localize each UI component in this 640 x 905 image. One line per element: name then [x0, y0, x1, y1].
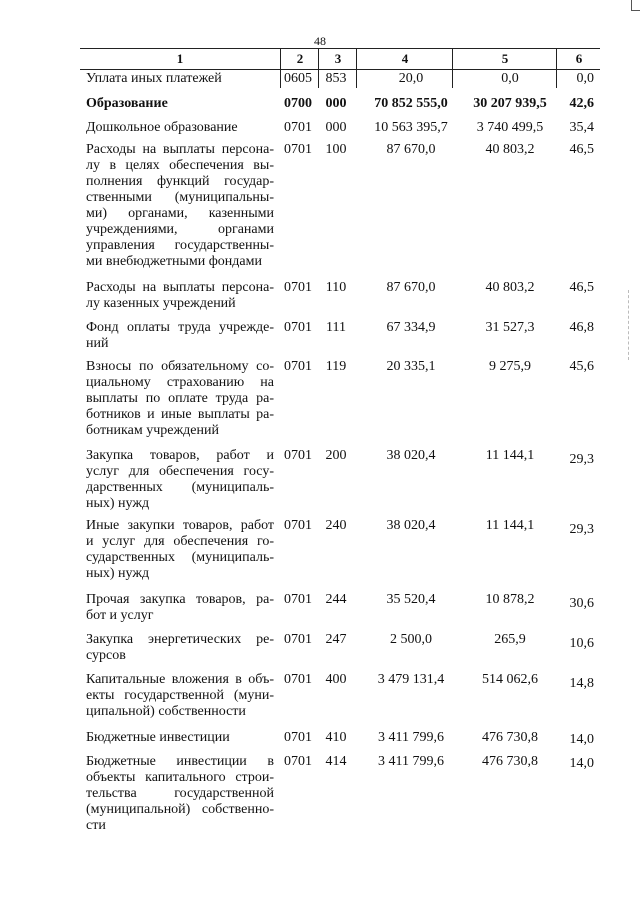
row-executed: 265,9	[494, 632, 526, 647]
row-section-code: 0701	[284, 672, 312, 687]
table-row	[80, 448, 600, 512]
header-col-5: 5	[452, 49, 557, 69]
row-planned: 87 670,0	[386, 280, 436, 295]
row-percent: 46,8	[569, 320, 594, 335]
row-name: Расходы на выплаты персона- лу в целях обеспечения вы- полнения функций государ- ственными (муниципальны- ми) органами, казенными учреждениями, органами управления государственны- ми внебюджетными фондами	[86, 142, 274, 269]
row-section-code: 0701	[284, 142, 312, 157]
row-type-code: 200	[325, 448, 347, 463]
row-percent: 45,6	[569, 359, 594, 374]
table-row	[80, 142, 600, 270]
row-name: Расходы на выплаты персона- лу казенных учреждений	[86, 280, 274, 311]
header-col-2: 2	[280, 49, 319, 69]
row-executed: 31 527,3	[485, 320, 535, 335]
row-type-code: 000	[325, 120, 347, 135]
row-section-code: 0701	[284, 632, 312, 647]
row-planned: 20 335,1	[386, 359, 436, 374]
row-executed: 11 144,1	[485, 448, 535, 463]
table-row	[80, 280, 600, 312]
row-executed: 9 275,9	[489, 359, 531, 374]
table-row	[80, 120, 600, 136]
row-section-code: 0701	[284, 359, 312, 374]
table-header	[80, 48, 600, 70]
row-section-code: 0700	[284, 96, 312, 111]
row-name: Закупка энергетических ре- сурсов	[86, 632, 274, 663]
row-executed: 476 730,8	[482, 754, 538, 769]
row-percent: 10,6	[569, 636, 594, 651]
row-section-code: 0701	[284, 592, 312, 607]
header-col-1: 1	[176, 51, 184, 66]
row-executed: 0,0	[501, 71, 519, 86]
row-name: Бюджетные инвестиции	[86, 730, 230, 745]
row-type-code: 853	[325, 71, 347, 86]
row-percent: 30,6	[569, 596, 594, 611]
row-section-code: 0701	[284, 280, 312, 295]
row-planned: 3 411 799,6	[378, 730, 444, 745]
table-row	[80, 96, 600, 112]
row-percent: 29,3	[569, 522, 594, 537]
row-executed: 476 730,8	[482, 730, 538, 745]
row-section-code: 0701	[284, 320, 312, 335]
row-type-code: 110	[325, 280, 347, 295]
row-section-code: 0701	[284, 518, 312, 533]
row-type-code: 244	[325, 592, 347, 607]
row-name: Уплата иных платежей	[86, 71, 222, 86]
row-executed: 30 207 939,5	[473, 96, 547, 111]
table-row	[80, 754, 600, 834]
row-percent: 0,0	[576, 71, 594, 86]
table-row	[80, 592, 600, 624]
row-percent: 14,0	[569, 756, 594, 771]
row-name: Закупка товаров, работ и услуг для обеспечения госу- дарственных (муниципаль- ных) нужд	[86, 448, 274, 511]
row-section-code: 0605	[284, 71, 312, 86]
scan-mark	[628, 290, 630, 360]
header-col-3: 3	[318, 49, 357, 69]
row-planned: 20,0	[398, 71, 424, 86]
row-planned: 38 020,4	[386, 448, 436, 463]
table-row	[80, 730, 600, 746]
row-section-code: 0701	[284, 754, 312, 769]
row-section-code: 0701	[284, 448, 312, 463]
row-executed: 40 803,2	[485, 280, 535, 295]
header-col-6: 6	[556, 49, 601, 69]
row-planned: 3 411 799,6	[378, 754, 444, 769]
row-planned: 70 852 555,0	[374, 96, 448, 111]
row-executed: 10 878,2	[485, 592, 535, 607]
table-row	[80, 518, 600, 582]
row-type-code: 410	[325, 730, 347, 745]
table-row	[80, 71, 600, 87]
row-name: Прочая закупка товаров, ра- бот и услуг	[86, 592, 274, 623]
row-type-code: 400	[325, 672, 347, 687]
row-percent: 14,8	[569, 676, 594, 691]
row-section-code: 0701	[284, 120, 312, 135]
row-type-code: 414	[325, 754, 347, 769]
row-name: Капитальные вложения в объ- екты государственной (муни- ципальной) собственности	[86, 672, 274, 719]
row-name: Фонд оплаты труда учрежде- ний	[86, 320, 274, 351]
row-planned: 38 020,4	[386, 518, 436, 533]
row-type-code: 111	[326, 320, 346, 335]
row-percent: 46,5	[569, 280, 594, 295]
row-executed: 3 740 499,5	[476, 120, 544, 135]
header-col-4: 4	[356, 49, 453, 69]
table-row	[80, 672, 600, 720]
row-executed: 40 803,2	[485, 142, 535, 157]
table-row	[80, 632, 600, 664]
row-name: Дошкольное образование	[86, 120, 238, 135]
row-planned: 67 334,9	[386, 320, 436, 335]
table-row	[80, 359, 600, 439]
row-planned: 3 479 131,4	[377, 672, 445, 687]
row-name: Бюджетные инвестиции в объекты капитального строи- тельства государственной (муниципальной) собственно- сти	[86, 754, 274, 833]
row-type-code: 000	[325, 96, 347, 111]
row-planned: 35 520,4	[386, 592, 436, 607]
row-percent: 35,4	[569, 120, 594, 135]
row-percent: 14,0	[569, 732, 594, 747]
row-executed: 514 062,6	[482, 672, 538, 687]
row-planned: 10 563 395,7	[374, 120, 448, 135]
row-name: Иные закупки товаров, работ и услуг для обеспечения го- сударственных (муниципаль- ных) нужд	[86, 518, 274, 581]
row-section-code: 0701	[284, 730, 312, 745]
row-type-code: 240	[325, 518, 347, 533]
table-row	[80, 320, 600, 352]
row-name: Взносы по обязательному со- циальному страхованию на выплаты по оплате труда ра- ботников и иные выплаты ра- ботникам учреждений	[86, 359, 274, 438]
corner-mark	[631, 0, 640, 11]
row-name: Образование	[86, 96, 168, 111]
row-planned: 2 500,0	[390, 632, 432, 647]
row-type-code: 119	[325, 359, 347, 374]
row-type-code: 247	[325, 632, 347, 647]
row-type-code: 100	[325, 142, 347, 157]
row-executed: 11 144,1	[485, 518, 535, 533]
row-percent: 46,5	[569, 142, 594, 157]
row-percent: 29,3	[569, 452, 594, 467]
page-number: 48	[314, 34, 326, 48]
row-planned: 87 670,0	[386, 142, 436, 157]
row-percent: 42,6	[569, 96, 594, 111]
